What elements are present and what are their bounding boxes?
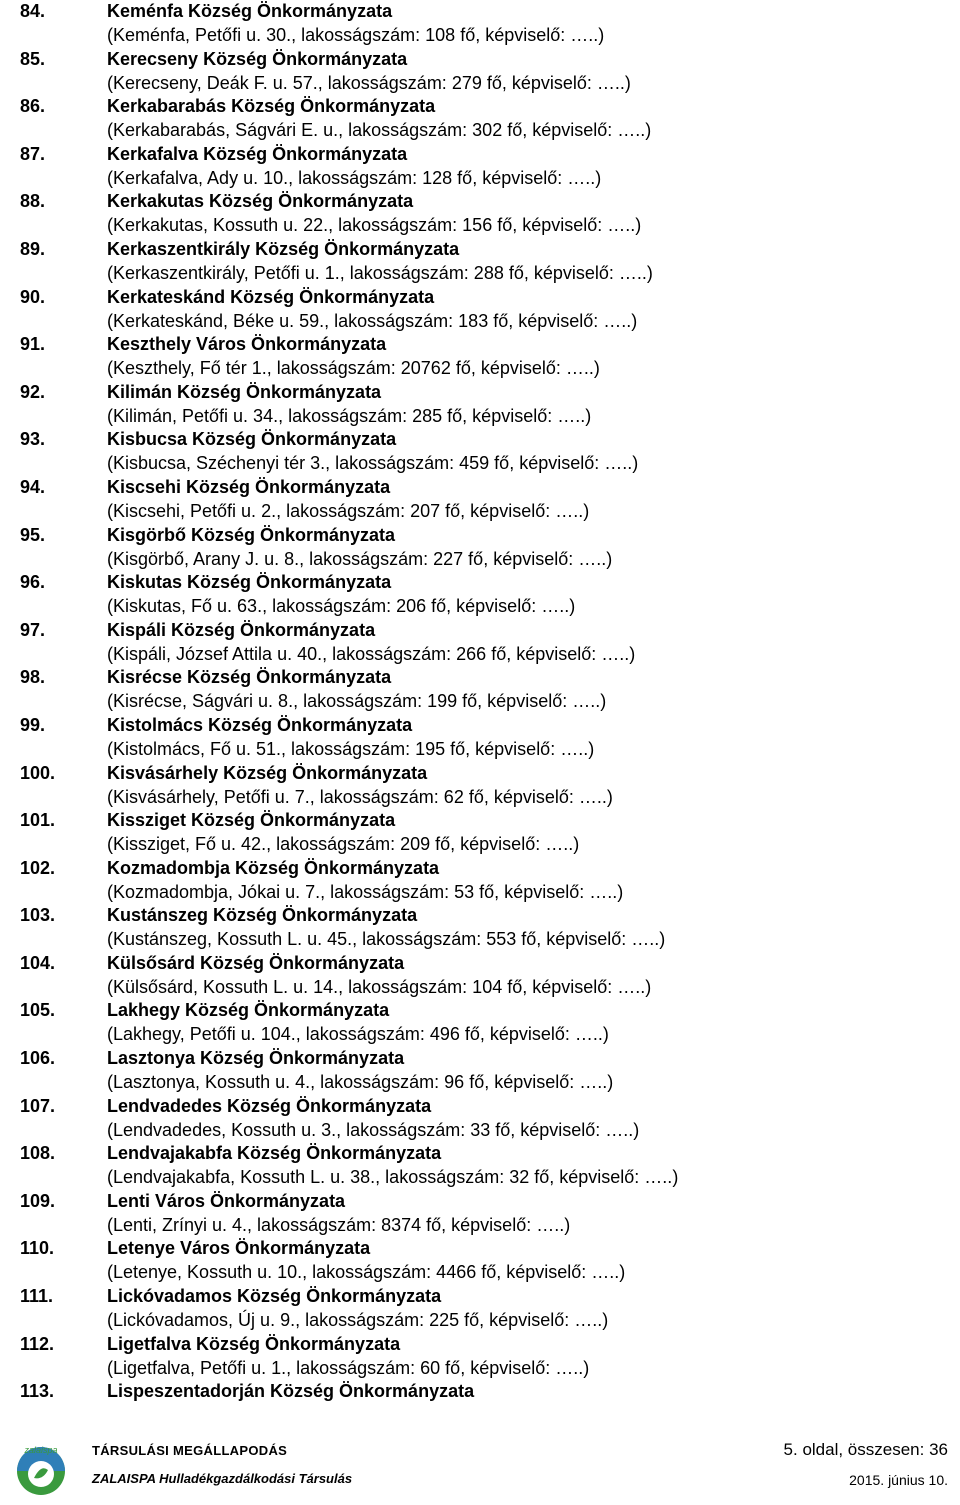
list-item (0, 143, 960, 191)
entry-number: 89. (20, 238, 46, 259)
list-item (0, 857, 960, 905)
entry-number: 110. (20, 1238, 55, 1259)
entry-number: 107. (20, 1095, 56, 1116)
entry-number: 98. (20, 667, 46, 688)
entry-name: Kerkabarabás Község Önkormányzata (107, 96, 436, 117)
organization-name: ZALAISPA Hulladékgazdálkodási Társulás (92, 1471, 353, 1486)
list-item (0, 95, 960, 143)
entry-name: Lickóvadamos Község Önkormányzata (107, 1286, 442, 1307)
list-item (0, 1333, 960, 1381)
entry-number: 86. (20, 96, 46, 117)
entry-name: Kisgörbő Község Önkormányzata (107, 524, 396, 545)
entry-number: 109. (20, 1190, 56, 1211)
entry-number: 97. (20, 619, 46, 640)
entry-address: (Letenye, Kossuth u. 10., lakosságszám: 4466 fő, képviselő: …..) (107, 1262, 626, 1283)
entry-name: Lenti Város Önkormányzata (107, 1190, 346, 1211)
entry-name: Kerecseny Község Önkormányzata (107, 48, 408, 69)
entry-address: (Külsősárd, Kossuth L. u. 14., lakosságszám: 104 fő, képviselő: …..) (107, 976, 652, 997)
entry-address: (Kerecseny, Deák F. u. 57., lakosságszám: 279 fő, képviselő: …..) (107, 72, 631, 93)
entry-address: (Lickóvadamos, Új u. 9., lakosságszám: 225 fő, képviselő: …..) (107, 1310, 609, 1331)
list-item (0, 666, 960, 714)
list-item (0, 762, 960, 810)
entry-number: 112. (20, 1333, 55, 1354)
entry-address: (Kisrécse, Ságvári u. 8., lakosságszám: 199 fő, képviselő: …..) (107, 691, 607, 712)
entry-address: (Lasztonya, Kossuth u. 4., lakosságszám: 96 fő, képviselő: …..) (107, 1072, 614, 1093)
entry-number: 108. (20, 1143, 56, 1164)
list-item (0, 1285, 960, 1333)
list-item (0, 1095, 960, 1143)
list-item (0, 381, 960, 429)
list-item (0, 952, 960, 1000)
entry-name: Keménfa Község Önkormányzata (107, 1, 393, 21)
entry-name: Kissziget Község Önkormányzata (107, 810, 396, 831)
page-footer (0, 1428, 960, 1492)
entry-address: (Keménfa, Petőfi u. 30., lakosságszám: 108 fő, képviselő: …..) (107, 25, 605, 45)
svg-text:zalaispa: zalaispa (24, 1445, 58, 1455)
entry-address: (Kisvásárhely, Petőfi u. 7., lakosságszám: 62 fő, képviselő: …..) (107, 786, 613, 807)
list-item (0, 904, 960, 952)
entry-number: 113. (20, 1381, 55, 1402)
list-item (0, 1380, 960, 1428)
list-item (0, 1142, 960, 1190)
entry-address: (Kerkaszentkirály, Petőfi u. 1., lakosságszám: 288 fő, képviselő: …..) (107, 262, 653, 283)
entry-number: 104. (20, 952, 56, 973)
entry-number: 90. (20, 286, 46, 307)
entry-address: (Kistolmács, Fő u. 51., lakosságszám: 195 fő, képviselő: …..) (107, 738, 595, 759)
entry-number: 99. (20, 714, 46, 735)
list-item (0, 619, 960, 667)
entry-address: (Ligetfalva, Petőfi u. 1., lakosságszám: 60 fő, képviselő: …..) (107, 1357, 590, 1378)
entry-address: (Kerkakutas, Kossuth u. 22., lakosságszám: 156 fő, képviselő: …..) (107, 215, 642, 236)
list-item (0, 1190, 960, 1238)
entry-address: (Lenti, Zrínyi u. 4., lakosságszám: 8374 fő, képviselő: …..) (107, 1214, 571, 1235)
list-item (0, 476, 960, 524)
list-item (0, 333, 960, 381)
entry-name: Kerkaszentkirály Község Önkormányzata (107, 238, 460, 259)
entry-number: 91. (20, 334, 46, 355)
entry-address: (Kissziget, Fő u. 42., lakosságszám: 209 fő, képviselő: …..) (107, 834, 580, 855)
entry-name: Kerkateskánd Község Önkormányzata (107, 286, 435, 307)
entry-number: 95. (20, 524, 46, 545)
document-date: 2015. június 10. (849, 1472, 948, 1488)
entry-name: Lasztonya Község Önkormányzata (107, 1048, 405, 1069)
entry-address: (Lendvadedes, Kossuth u. 3., lakosságszám: 33 fő, képviselő: …..) (107, 1119, 640, 1140)
list-item (0, 1237, 960, 1285)
entry-address: (Lakhegy, Petőfi u. 104., lakosságszám: 496 fő, képviselő: …..) (107, 1024, 609, 1045)
list-item (0, 809, 960, 857)
entry-name: Kerkakutas Község Önkormányzata (107, 191, 414, 212)
entry-number: 87. (20, 143, 46, 164)
entry-number: 100. (20, 762, 56, 783)
list-item (0, 238, 960, 286)
list-item (0, 524, 960, 572)
entry-name: Kiscsehi Község Önkormányzata (107, 476, 391, 497)
list-item (0, 571, 960, 619)
list-item (0, 428, 960, 476)
entry-address: (Kozmadombja, Jókai u. 7., lakosságszám: 53 fő, képviselő: …..) (107, 881, 624, 902)
entry-address: (Keszthely, Fő tér 1., lakosságszám: 20762 fő, képviselő: …..) (107, 358, 600, 379)
entry-name: Kustánszeg Község Önkormányzata (107, 905, 418, 926)
entry-name: Lendvadedes Község Önkormányzata (107, 1095, 432, 1116)
entry-name: Kerkafalva Község Önkormányzata (107, 143, 408, 164)
entry-number: 92. (20, 381, 46, 402)
entry-name: Ligetfalva Község Önkormányzata (107, 1333, 401, 1354)
entry-address: (Kisbucsa, Széchenyi tér 3., lakosságszám: 459 fő, képviselő: …..) (107, 453, 639, 474)
entry-name: Kisrécse Község Önkormányzata (107, 667, 392, 688)
zalaispa-logo (10, 1438, 72, 1500)
entry-address: (Kilimán, Petőfi u. 34., lakosságszám: 285 fő, képviselő: …..) (107, 405, 592, 426)
entry-address: (Kisgörbő, Arany J. u. 8., lakosságszám: 227 fő, képviselő: …..) (107, 548, 613, 569)
entry-name: Kozmadombja Község Önkormányzata (107, 857, 440, 878)
entry-number: 88. (20, 191, 46, 212)
list-item (0, 1047, 960, 1095)
list-item (0, 48, 960, 96)
entry-name: Kispáli Község Önkormányzata (107, 619, 376, 640)
entry-number: 106. (20, 1048, 56, 1069)
page-counter: 5. oldal, összesen: 36 (783, 1440, 948, 1459)
entry-name: Kistolmács Község Önkormányzata (107, 714, 413, 735)
entry-address: (Kispáli, József Attila u. 40., lakosságszám: 266 fő, képviselő: …..) (107, 643, 636, 664)
entry-name: Letenye Város Önkormányzata (107, 1238, 371, 1259)
list-item (0, 286, 960, 334)
entry-name: Kilimán Község Önkormányzata (107, 381, 382, 402)
entry-address: (Kerkateskánd, Béke u. 59., lakosságszám: 183 fő, képviselő: …..) (107, 310, 638, 331)
list-item (0, 714, 960, 762)
entry-address: (Kiscsehi, Petőfi u. 2., lakosságszám: 207 fő, képviselő: …..) (107, 500, 590, 521)
document-title: TÁRSULÁSI MEGÁLLAPODÁS (92, 1443, 288, 1458)
entry-name: Külsősárd Község Önkormányzata (107, 952, 405, 973)
entry-address: (Kerkafalva, Ady u. 10., lakosságszám: 128 fő, képviselő: …..) (107, 167, 602, 188)
list-item (0, 0, 960, 48)
entry-address: (Lendvajakabfa, Kossuth L. u. 38., lakosságszám: 32 fő, képviselő: …..) (107, 1167, 679, 1188)
entry-number: 96. (20, 572, 46, 593)
entry-number: 111. (20, 1286, 54, 1307)
entry-number: 94. (20, 476, 46, 497)
entry-address: (Kerkabarabás, Ságvári E. u., lakosságszám: 302 fő, képviselő: …..) (107, 120, 652, 141)
entry-address: (Kustánszeg, Kossuth L. u. 45., lakosságszám: 553 fő, képviselő: …..) (107, 929, 666, 950)
entry-name: Kisbucsa Község Önkormányzata (107, 429, 397, 450)
entry-name: Kisvásárhely Község Önkormányzata (107, 762, 428, 783)
entry-number: 101. (20, 810, 56, 831)
entry-number: 84. (20, 1, 46, 21)
entry-number: 103. (20, 905, 56, 926)
entry-number: 93. (20, 429, 46, 450)
entry-name: Lakhegy Község Önkormányzata (107, 1000, 390, 1021)
list-item (0, 999, 960, 1047)
entry-name: Kiskutas Község Önkormányzata (107, 572, 392, 593)
entry-number: 85. (20, 48, 46, 69)
entry-name: Lendvajakabfa Község Önkormányzata (107, 1143, 442, 1164)
list-item (0, 190, 960, 238)
entry-number: 102. (20, 857, 56, 878)
entry-address: (Kiskutas, Fő u. 63., lakosságszám: 206 fő, képviselő: …..) (107, 596, 576, 617)
entry-name: Keszthely Város Önkormányzata (107, 334, 387, 355)
entry-name: Lispeszentadorján Község Önkormányzata (107, 1381, 475, 1402)
entry-number: 105. (20, 1000, 56, 1021)
